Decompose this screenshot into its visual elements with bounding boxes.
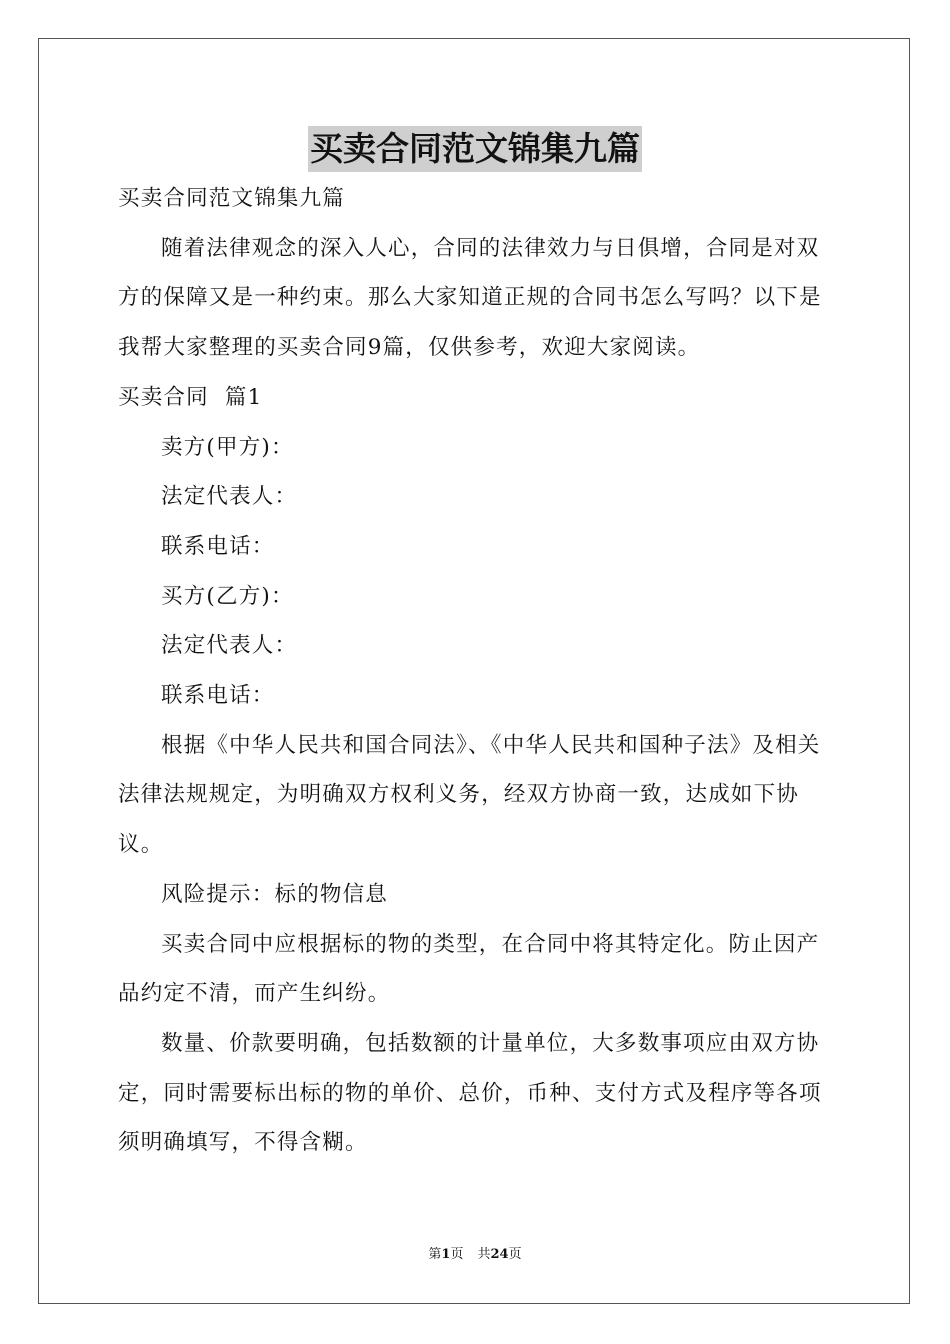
total-pages: 24: [490, 1247, 509, 1262]
total-suffix: 页: [508, 1247, 522, 1262]
risk-heading: 风险提示：标的物信息: [161, 881, 389, 907]
seller-field: 卖方(甲方)：: [161, 434, 294, 460]
seller-phone-field: 联系电话：: [161, 533, 275, 559]
subtitle: 买卖合同范文锦集九篇: [118, 186, 346, 211]
title-container: [0, 126, 950, 172]
total-prefix: 共: [477, 1247, 491, 1262]
page-number: 1: [441, 1247, 451, 1262]
buyer-field: 买方(乙方)：: [161, 583, 294, 609]
legal-basis-paragraph: 根据《中华人民共和国合同法》、《中华人民共和国种子法》及相关法律法规规定，为明确双方权利义务，经双方协商一致，达成如下协议。: [118, 732, 821, 858]
buyer-representative-field: 法定代表人：: [161, 633, 298, 659]
page-prefix: 第: [428, 1247, 442, 1262]
document-body: [118, 174, 834, 1168]
section-heading: 买卖合同 篇1: [118, 384, 263, 410]
page-suffix: 页: [450, 1247, 464, 1262]
risk-paragraph-1: 买卖合同中应根据标的物的类型，在合同中将其特定化。防止因产品约定不清，而产生纠纷。: [118, 931, 820, 1007]
document-title: 买卖合同范文锦集九篇: [308, 126, 642, 172]
intro-paragraph: 随着法律观念的深入人心，合同的法律效力与日俱增，合同是对双方的保障又是一种约束。那么大家知道正规的合同书怎么写吗？以下是我帮大家整理的买卖合同9篇，仅供参考，欢迎大家阅读。: [118, 235, 822, 361]
page-footer: [0, 1245, 950, 1265]
seller-representative-field: 法定代表人：: [161, 484, 298, 510]
buyer-phone-field: 联系电话：: [161, 683, 275, 709]
risk-paragraph-2: 数量、价款要明确，包括数额的计量单位，大多数事项应由双方协定，同时需要标出标的物的单价、总价，币种、支付方式及程序等各项须明确填写，不得含糊。: [118, 1030, 822, 1156]
